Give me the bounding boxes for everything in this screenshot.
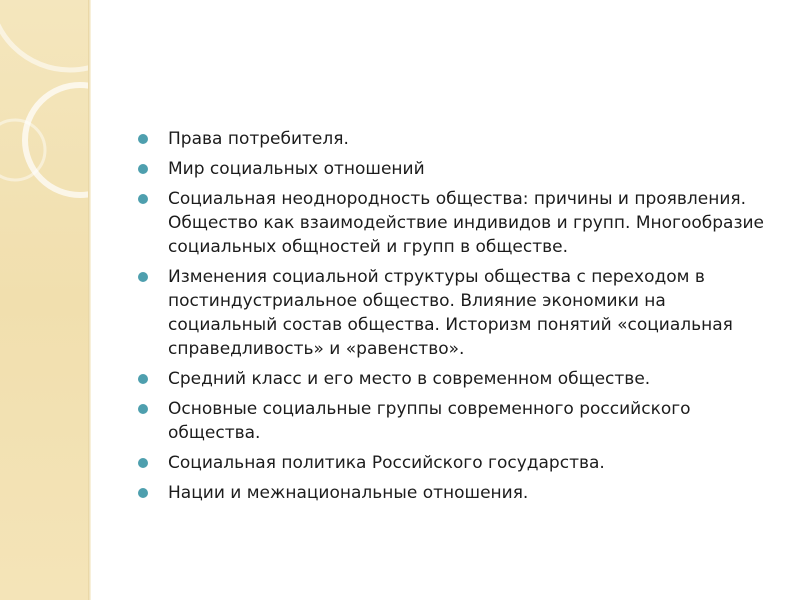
list-item-text: Социальная политика Российского государства. <box>168 453 605 473</box>
bullet-icon <box>138 194 148 204</box>
decorative-ring-top <box>0 0 88 70</box>
list-item-text: Изменения социальной структуры общества с переходом в постиндустриальное общество. Влияние экономики на социальный состав общества. Историзм понятий «социальная справедливость» и «равенство». <box>168 267 733 359</box>
list-item <box>138 265 778 361</box>
bullet-icon <box>138 488 148 498</box>
list-item-text: Социальная неоднородность общества: причины и проявления. Общество как взаимодействие индивидов и групп. Многообразие социальных общностей и групп в обществе. <box>168 189 764 257</box>
decorative-side-panel <box>0 0 88 600</box>
list-item <box>138 397 778 445</box>
bullet-icon <box>138 164 148 174</box>
list-item-text: Мир социальных отношений <box>168 159 425 179</box>
list-item-text: Права потребителя. <box>168 129 349 149</box>
list-item <box>138 451 778 475</box>
list-item-text: Средний класс и его место в современном обществе. <box>168 369 651 389</box>
list-item-text: Основные социальные группы современного российского общества. <box>168 399 691 443</box>
decorative-ring-middle <box>25 85 88 195</box>
decorative-ring-small <box>0 120 45 180</box>
bullet-icon <box>138 134 148 144</box>
bullet-list <box>138 127 778 511</box>
list-item <box>138 127 778 151</box>
bullet-icon <box>138 272 148 282</box>
bullet-icon <box>138 404 148 414</box>
list-item <box>138 481 778 505</box>
list-item-text: Нации и межнациональные отношения. <box>168 483 529 503</box>
list-item <box>138 187 778 259</box>
bullet-icon <box>138 458 148 468</box>
list-item <box>138 157 778 181</box>
decorative-rings <box>0 0 88 600</box>
list-item <box>138 367 778 391</box>
bullet-icon <box>138 374 148 384</box>
side-panel-edge <box>88 0 91 600</box>
